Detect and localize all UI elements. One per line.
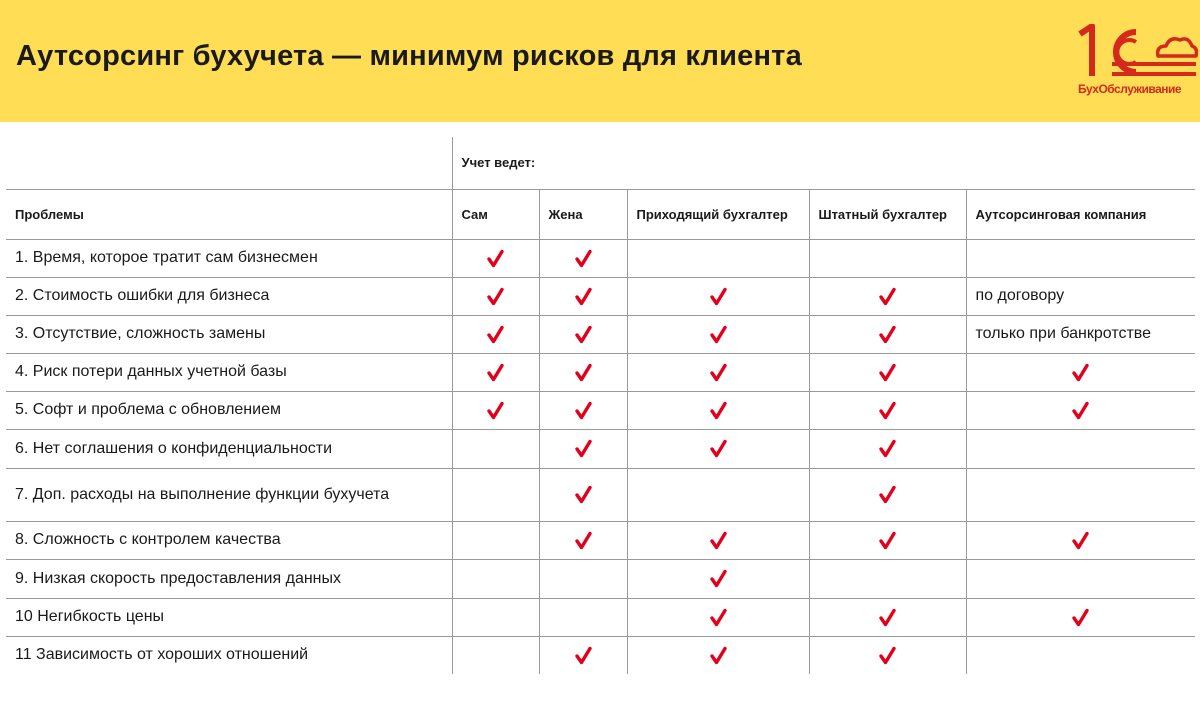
cell-self [452, 239, 539, 277]
cell-self [452, 277, 539, 315]
red-checkmark-icon [487, 249, 504, 268]
cell-visiting-accountant [627, 598, 809, 636]
column-header-staff-accountant: Штатный бухгалтер [809, 189, 966, 239]
table-row [6, 429, 1195, 468]
cell-visiting-accountant [627, 429, 809, 468]
cell-self [452, 391, 539, 429]
red-checkmark-icon [879, 325, 896, 344]
problem-cell: 4. Риск потери данных учетной базы [6, 353, 452, 391]
logo-caption: БухОбслуживание [1078, 82, 1182, 96]
column-header-problems: Проблемы [6, 189, 452, 239]
empty-cell [966, 636, 1195, 674]
problem-cell: 7. Доп. расходы на выполнение функции бухучета [6, 468, 452, 521]
empty-cell [809, 559, 966, 598]
cell-wife [539, 353, 627, 391]
cell-outsourcing-company [966, 598, 1195, 636]
red-checkmark-icon [710, 569, 727, 588]
empty-cell [452, 429, 539, 468]
empty-cell [539, 559, 627, 598]
problem-cell: 10 Негибкость цены [6, 598, 452, 636]
red-checkmark-icon [575, 439, 592, 458]
cell-wife [539, 239, 627, 277]
red-checkmark-icon [710, 531, 727, 550]
red-checkmark-icon [879, 401, 896, 420]
column-header-visiting-accountant: Приходящий бухгалтер [627, 189, 809, 239]
table-row [6, 468, 1195, 521]
red-checkmark-icon [575, 401, 592, 420]
problem-cell: 8. Сложность с контролем качества [6, 521, 452, 559]
table-group-header-row [6, 137, 1195, 189]
empty-cell [452, 559, 539, 598]
problem-cell: 6. Нет соглашения о конфиденциальности [6, 429, 452, 468]
red-checkmark-icon [710, 363, 727, 382]
risk-comparison-table [6, 137, 1195, 674]
cell-visiting-accountant [627, 315, 809, 353]
empty-corner-cell [6, 137, 452, 189]
cell-staff-accountant [809, 636, 966, 674]
cell-staff-accountant [809, 277, 966, 315]
red-checkmark-icon [710, 646, 727, 665]
problem-cell: 3. Отсутствие, сложность замены [6, 315, 452, 353]
table-row [6, 315, 1195, 353]
red-checkmark-icon [879, 287, 896, 306]
group-header-cell: Учет ведет: [452, 137, 1195, 189]
cell-wife [539, 315, 627, 353]
red-checkmark-icon [575, 485, 592, 504]
cell-visiting-accountant [627, 636, 809, 674]
empty-cell [627, 239, 809, 277]
problem-cell: 2. Стоимость ошибки для бизнеса [6, 277, 452, 315]
cell-staff-accountant [809, 521, 966, 559]
red-checkmark-icon [487, 363, 504, 382]
table-column-header-row [6, 189, 1195, 239]
column-header-self: Сам [452, 189, 539, 239]
cell-staff-accountant [809, 598, 966, 636]
header-banner [0, 0, 1200, 122]
problem-cell: 11 Зависимость от хороших отношений [15, 646, 309, 664]
red-checkmark-icon [710, 401, 727, 420]
cell-visiting-accountant [627, 391, 809, 429]
cell-staff-accountant [809, 468, 966, 521]
table-row [6, 353, 1195, 391]
red-checkmark-icon [487, 325, 504, 344]
empty-cell [452, 598, 539, 636]
problem-cell: 9. Низкая скорость предоставления данных [6, 559, 452, 598]
cell-outsourcing-company [966, 353, 1195, 391]
red-checkmark-icon [1072, 363, 1089, 382]
empty-cell [966, 468, 1195, 521]
red-checkmark-icon [879, 363, 896, 382]
cell-wife [539, 468, 627, 521]
empty-cell [809, 239, 966, 277]
red-checkmark-icon [710, 325, 727, 344]
red-checkmark-icon [575, 287, 592, 306]
cell-outsourcing-company-note: только при банкротстве [966, 315, 1195, 353]
red-checkmark-icon [575, 531, 592, 550]
cell-visiting-accountant [627, 353, 809, 391]
red-checkmark-icon [1072, 531, 1089, 550]
empty-cell [966, 239, 1195, 277]
cell-wife [539, 636, 627, 674]
empty-cell [627, 468, 809, 521]
empty-cell [452, 468, 539, 521]
red-checkmark-icon [575, 363, 592, 382]
page-title: Аутсорсинг бухучета — минимум рисков для клиента [16, 40, 802, 72]
red-checkmark-icon [710, 439, 727, 458]
cell-self [452, 315, 539, 353]
cell-wife [539, 521, 627, 559]
empty-cell [452, 521, 539, 559]
empty-cell [966, 559, 1195, 598]
red-checkmark-icon [575, 249, 592, 268]
red-checkmark-icon [879, 608, 896, 627]
problem-cell: 5. Софт и проблема с обновлением [6, 391, 452, 429]
cell-staff-accountant [809, 391, 966, 429]
red-checkmark-icon [879, 439, 896, 458]
table-row [6, 277, 1195, 315]
cell-outsourcing-company [966, 391, 1195, 429]
red-checkmark-icon [575, 646, 592, 665]
table-row [6, 598, 1195, 636]
red-checkmark-icon [487, 401, 504, 420]
red-checkmark-icon [710, 287, 727, 306]
red-checkmark-icon [879, 485, 896, 504]
red-checkmark-icon [879, 531, 896, 550]
cell-staff-accountant [809, 353, 966, 391]
cell-visiting-accountant [627, 559, 809, 598]
red-checkmark-icon [1072, 401, 1089, 420]
cell-visiting-accountant [627, 277, 809, 315]
cell-wife [539, 429, 627, 468]
cell-staff-accountant [809, 429, 966, 468]
table-row [6, 391, 1195, 429]
problem-cell: 1. Время, которое тратит сам бизнесмен [6, 239, 452, 277]
cell-outsourcing-company [966, 521, 1195, 559]
table-row [6, 521, 1195, 559]
red-checkmark-icon [1072, 608, 1089, 627]
cell-wife [539, 277, 627, 315]
column-header-wife: Жена [539, 189, 627, 239]
cell-staff-accountant [809, 315, 966, 353]
table-row [6, 559, 1195, 598]
cell-outsourcing-company-note: по договору [966, 277, 1195, 315]
red-checkmark-icon [487, 287, 504, 306]
red-checkmark-icon [575, 325, 592, 344]
table-row [6, 636, 1195, 674]
red-checkmark-icon [879, 646, 896, 665]
cell-visiting-accountant [627, 521, 809, 559]
table-row [6, 239, 1195, 277]
empty-cell [966, 429, 1195, 468]
column-header-outsourcing-company: Аутсорсинговая компания [966, 189, 1195, 239]
red-checkmark-icon [710, 608, 727, 627]
empty-cell [452, 636, 539, 674]
cell-self [452, 353, 539, 391]
empty-cell [539, 598, 627, 636]
cell-wife [539, 391, 627, 429]
